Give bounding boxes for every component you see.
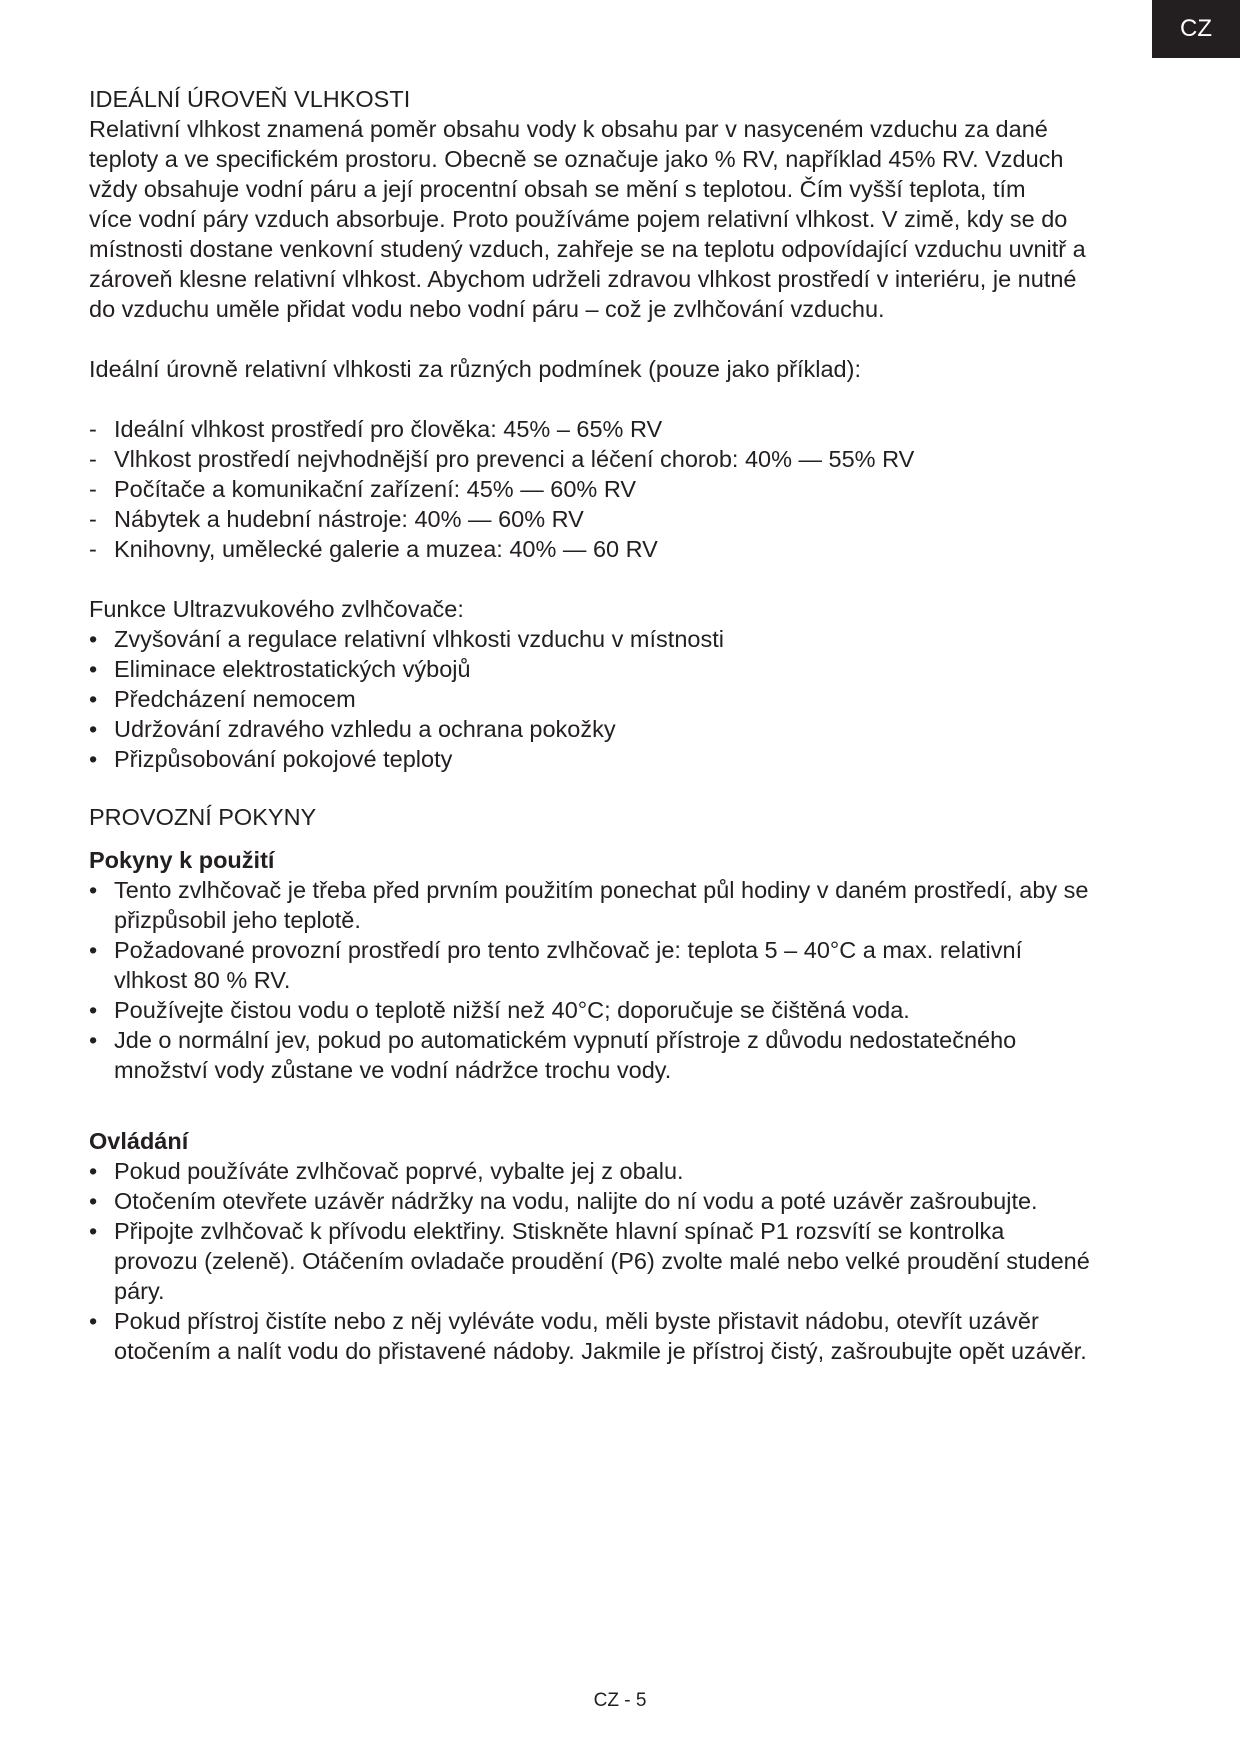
dash-marker: - xyxy=(89,536,97,562)
list-item xyxy=(89,444,914,474)
list-item-text: Předcházení nemocem xyxy=(114,686,356,712)
list-item-line: Jde o normální jev, pokud po automatickém vypnutí přístroje z důvodu nedostatečného xyxy=(114,1027,1017,1053)
list-item-text: Zvyšování a regulace relativní vlhkosti vzduchu v místnosti xyxy=(114,626,724,652)
section-operation xyxy=(89,802,316,832)
subsection-title: Ovládání xyxy=(89,1128,189,1154)
list-item xyxy=(89,744,724,774)
list-item xyxy=(89,995,1088,1025)
section-title: IDEÁLNÍ ÚROVEŇ VLHKOSTI xyxy=(89,86,411,112)
list-item xyxy=(89,504,914,534)
section-humidity xyxy=(89,84,1086,324)
list-item-line: Tento zvlhčovač je třeba před prvním použitím ponechat půl hodiny v daném prostředí, aby se xyxy=(114,877,1089,903)
list-item xyxy=(89,875,1088,935)
list-item-line: provozu (zeleně). Otáčením ovladače proudění (P6) zvolte malé nebo velké proudění studené xyxy=(114,1248,1090,1274)
paragraph-line: zároveň klesne relativní vlhkost. Abychom udrželi zdravou vlhkost prostředí v interiéru, je nutné xyxy=(89,266,1077,292)
functions-intro: Funkce Ultrazvukového zvlhčovače: xyxy=(89,596,464,622)
list-item xyxy=(89,684,724,714)
bullet-icon: • xyxy=(89,746,98,772)
bullet-icon: • xyxy=(89,716,98,742)
bullet-icon: • xyxy=(89,1308,98,1334)
bullet-icon: • xyxy=(89,997,98,1023)
list-item xyxy=(89,654,724,684)
functions xyxy=(89,594,724,774)
list-item xyxy=(89,935,1088,995)
list-item-line: Připojte zvlhčovač k přívodu elektřiny. Stiskněte hlavní spínač P1 rozsvítí se kontrolka xyxy=(114,1218,1005,1244)
list-item xyxy=(89,1216,1090,1306)
bullet-icon: • xyxy=(89,1027,98,1053)
list-item-line: Pokud používáte zvlhčovač poprvé, vybalte jej z obalu. xyxy=(114,1158,684,1184)
ideal-levels xyxy=(89,354,861,384)
dash-marker: - xyxy=(89,476,97,502)
list-item-text: Počítače a komunikační zařízení: 45% — 60% RV xyxy=(114,476,637,502)
list-item-text: Vlhkost prostředí nejvhodnější pro prevenci a léčení chorob: 40% — 55% RV xyxy=(114,446,915,472)
bullet-icon: • xyxy=(89,686,98,712)
list-item xyxy=(89,1025,1088,1085)
page-number: CZ - 5 xyxy=(593,1690,647,1711)
list-item-line: otočením a nalít vodu do přistavené nádoby. Jakmile je přístroj čistý, zašroubujte opět uzávěr. xyxy=(114,1338,1087,1364)
subsection-title: Pokyny k použití xyxy=(89,847,275,873)
list-item-line: vlhkost 80 % RV. xyxy=(114,967,291,993)
usage xyxy=(89,845,1088,1085)
bullet-icon: • xyxy=(89,656,98,682)
list-item xyxy=(89,414,914,444)
bullet-icon: • xyxy=(89,1218,98,1244)
dash-marker: - xyxy=(89,416,97,442)
dash-marker: - xyxy=(89,446,97,472)
list-item-text: Nábytek a hudební nástroje: 40% — 60% RV xyxy=(114,506,584,532)
list-item xyxy=(89,1186,1090,1216)
list-item xyxy=(89,624,724,654)
language-tab: CZ xyxy=(1152,0,1240,58)
paragraph-line: do vzduchu uměle přidat vodu nebo vodní páru – což je zvlhčování vzduchu. xyxy=(89,296,885,322)
intro-paragraph xyxy=(89,114,1086,324)
paragraph-line: teploty a ve specifickém prostoru. Obecně se označuje jako % RV, například 45% RV. Vzduch xyxy=(89,146,1064,172)
list-item-line: Otočením otevřete uzávěr nádržky na vodu, nalijte do ní vodu a poté uzávěr zašroubujte. xyxy=(114,1188,1038,1214)
usage-list xyxy=(89,875,1088,1085)
list-item-text: Přizpůsobování pokojové teploty xyxy=(114,746,453,772)
list-item-line: Používejte čistou vodu o teplotě nižší než 40°C; doporučuje se čištěná voda. xyxy=(114,997,910,1023)
paragraph-line: vždy obsahuje vodní páru a její procentní obsah se mění s teplotou. Čím vyšší teplota, tím xyxy=(89,176,1026,202)
list-item-line: množství vody zůstane ve vodní nádržce trochu vody. xyxy=(114,1057,672,1083)
list-item xyxy=(89,474,914,504)
paragraph-line: místnosti dostane venkovní studený vzduch, zahřeje se na teplotu odpovídající vzduchu uvnitř a xyxy=(89,236,1086,262)
bullet-icon: • xyxy=(89,877,98,903)
control xyxy=(89,1126,1090,1366)
list-item-text: Knihovny, umělecké galerie a muzea: 40% — 60 RV xyxy=(114,536,658,562)
bullet-icon: • xyxy=(89,937,98,963)
bullet-icon: • xyxy=(89,1188,98,1214)
list-item-line: přizpůsobil jeho teplotě. xyxy=(114,907,361,933)
functions-list xyxy=(89,624,724,774)
list-item xyxy=(89,534,914,564)
list-item-text: Eliminace elektrostatických výbojů xyxy=(114,656,471,682)
paragraph-line: Relativní vlhkost znamená poměr obsahu vody k obsahu par v nasyceném vzduchu za dané xyxy=(89,116,1048,142)
dash-marker: - xyxy=(89,506,97,532)
ideal-list xyxy=(89,414,914,564)
list-item-text: Ideální vlhkost prostředí pro člověka: 45% – 65% RV xyxy=(114,416,663,442)
list-item xyxy=(89,1156,1090,1186)
list-item-text: Udržování zdravého vzhledu a ochrana pokožky xyxy=(114,716,616,742)
control-list xyxy=(89,1156,1090,1366)
paragraph-line: více vodní páry vzduch absorbuje. Proto používáme pojem relativní vlhkost. V zimě, kdy se do xyxy=(89,206,1068,232)
list-item-line: Požadované provozní prostředí pro tento zvlhčovač je: teplota 5 – 40°C a max. relativní xyxy=(114,937,1023,963)
ideal-intro: Ideální úrovně relativní vlhkosti za různých podmínek (pouze jako příklad): xyxy=(89,356,861,382)
list-item-line: Pokud přístroj čistíte nebo z něj vyléváte vodu, měli byste přistavit nádobu, otevřít uzávěr xyxy=(114,1308,1039,1334)
list-item-line: páry. xyxy=(114,1278,165,1304)
bullet-icon: • xyxy=(89,626,98,652)
section-title: PROVOZNÍ POKYNY xyxy=(89,804,317,830)
list-item xyxy=(89,1306,1090,1366)
list-item xyxy=(89,714,724,744)
bullet-icon: • xyxy=(89,1158,98,1184)
